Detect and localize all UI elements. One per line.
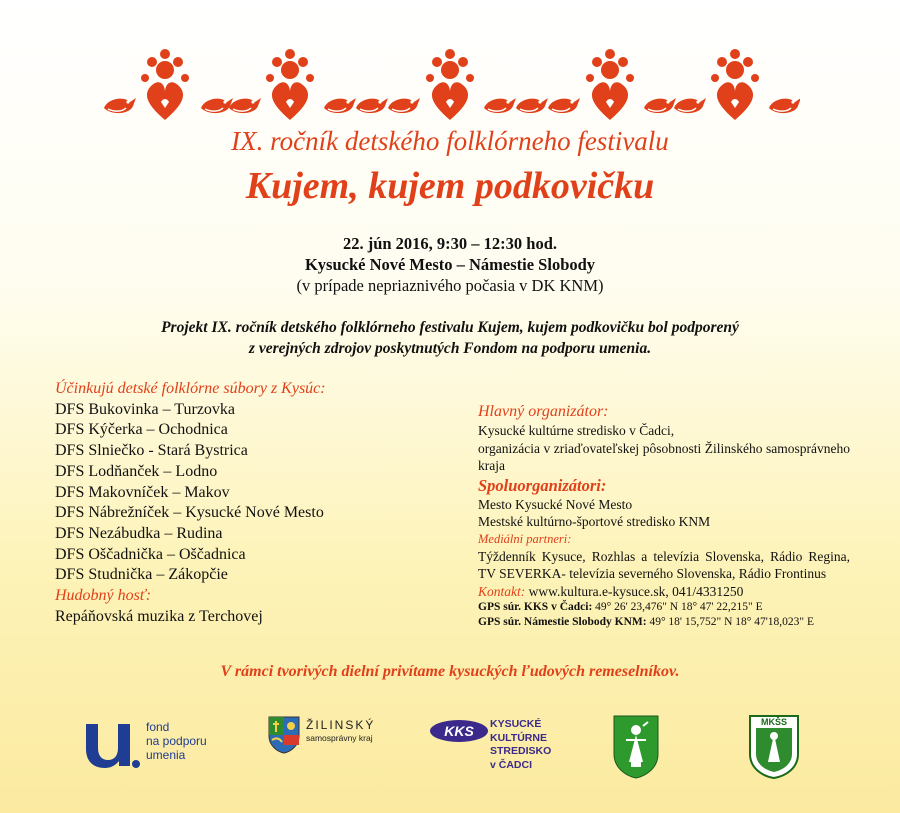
co-organizer-2: Mestské kultúrno-športové stredisko KNM	[478, 514, 711, 529]
kks-line-3: STREDISKO	[490, 745, 552, 757]
performer-item: DFS Bukovinka – Turzovka	[55, 400, 236, 418]
gps-knm-line	[478, 615, 850, 630]
media-partners-heading: Mediálni partneri:	[478, 531, 572, 546]
performer-item: DFS Kýčerka – Ochodnica	[55, 421, 228, 439]
media-partners-text: Týždenník Kysuce, Rozhlas a televízia Slovenska, Rádio Regina, TV SEVERKA- televízia severného Slovenska, Rádio Frontinus	[478, 548, 850, 581]
welcome-note: V rámci tvorivých dielní privítame kysuckých ľudových remeselníkov.	[220, 663, 680, 680]
organizers-section	[478, 402, 850, 630]
co-organizer-1: Mesto Kysucké Nové Mesto	[478, 496, 633, 512]
knm-shield-icon	[612, 714, 660, 780]
event-alternative: (v prípade nepriaznivého počasia v DK KNM)	[296, 276, 604, 295]
gps-knm-value: 49° 18' 15,752" N 18° 47'18,023" E	[649, 616, 815, 628]
kks-line-1: KYSUCKÉ	[490, 718, 542, 730]
performer-item: DFS Makovníček – Makov	[55, 483, 230, 501]
fpu-line-3: umenia	[146, 748, 186, 762]
project-line-2: z verejných zdrojov poskytnutých Fondom na podporu umenia.	[248, 340, 652, 357]
folk-ornament-border	[100, 48, 800, 128]
contact-value[interactable]: www.kultura.e-kysuce.sk, 041/4331250	[528, 583, 744, 599]
kks-line-4: v ČADCI	[490, 758, 533, 771]
fpu-line-1: fond	[146, 720, 170, 734]
festival-subtitle: IX. ročník detského folklórneho festivalu	[231, 126, 669, 156]
performer-item: DFS Studnička – Zákopčie	[55, 566, 228, 584]
performers-section	[55, 379, 455, 627]
zsk-coat-of-arms-icon	[268, 716, 300, 754]
gps-kks-value: 49° 26' 23,476" N 18° 47' 22,215" E	[595, 601, 763, 613]
event-place: Kysucké Nové Mesto – Námestie Slobody	[304, 255, 596, 274]
logo-row	[0, 712, 900, 802]
kks-badge-icon: KKS	[430, 720, 488, 742]
mkss-label: MKŠS	[760, 717, 787, 727]
fpu-logo	[80, 716, 230, 776]
festival-title: Kujem, kujem podkovičku	[245, 165, 655, 207]
gps-kks-line	[478, 600, 850, 615]
performer-item: DFS Nezábudka – Rudina	[55, 524, 223, 542]
performer-item: DFS Lodňanček – Lodno	[55, 462, 218, 480]
performer-item: DFS Oščadnička – Oščadnica	[55, 545, 246, 563]
main-organizer-heading: Hlavný organizátor:	[478, 403, 609, 420]
knm-coat-of-arms	[612, 714, 660, 784]
contact-line	[478, 583, 850, 601]
zsk-name: ŽILINSKÝ	[306, 718, 376, 732]
guest-heading: Hudobný hosť:	[55, 587, 152, 605]
contact-label: Kontakt:	[478, 583, 526, 599]
event-info	[0, 233, 900, 296]
project-note	[0, 317, 900, 359]
fpu-u-icon	[80, 716, 140, 772]
event-datetime: 22. jún 2016, 9:30 – 12:30 hod.	[342, 234, 558, 253]
kks-line-2: KULTÚRNE	[490, 731, 547, 744]
zsk-logo	[268, 716, 398, 772]
performers-heading: Účinkujú detské folklórne súbory z Kysúc:	[55, 380, 326, 397]
main-organizer-name: Kysucké kultúrne stredisko v Čadci,	[478, 423, 675, 438]
performer-item: DFS Slniečko - Stará Bystrica	[55, 442, 248, 460]
kks-logo	[430, 714, 570, 784]
guest-band: Repáňovská muzika z Terchovej	[55, 607, 263, 625]
project-line-1: Projekt IX. ročník detského folklórneho festivalu Kujem, kujem podkovičku bol podporený	[161, 319, 739, 336]
main-organizer-desc: organizácia v zriaďovateľskej pôsobnosti Žilinského samosprávneho kraja	[478, 440, 850, 473]
performer-item: DFS Nábrežníček – Kysucké Nové Mesto	[55, 504, 324, 522]
gps-knm-label: GPS súr. Námestie Slobody KNM:	[478, 616, 647, 628]
fpu-line-2: na podporu	[146, 734, 207, 748]
zsk-subtitle: samosprávny kraj	[306, 733, 373, 743]
mkss-logo	[748, 714, 800, 780]
co-organizers-heading: Spoluorganizátori:	[478, 475, 607, 495]
gps-kks-label: GPS súr. KKS v Čadci:	[478, 601, 593, 613]
